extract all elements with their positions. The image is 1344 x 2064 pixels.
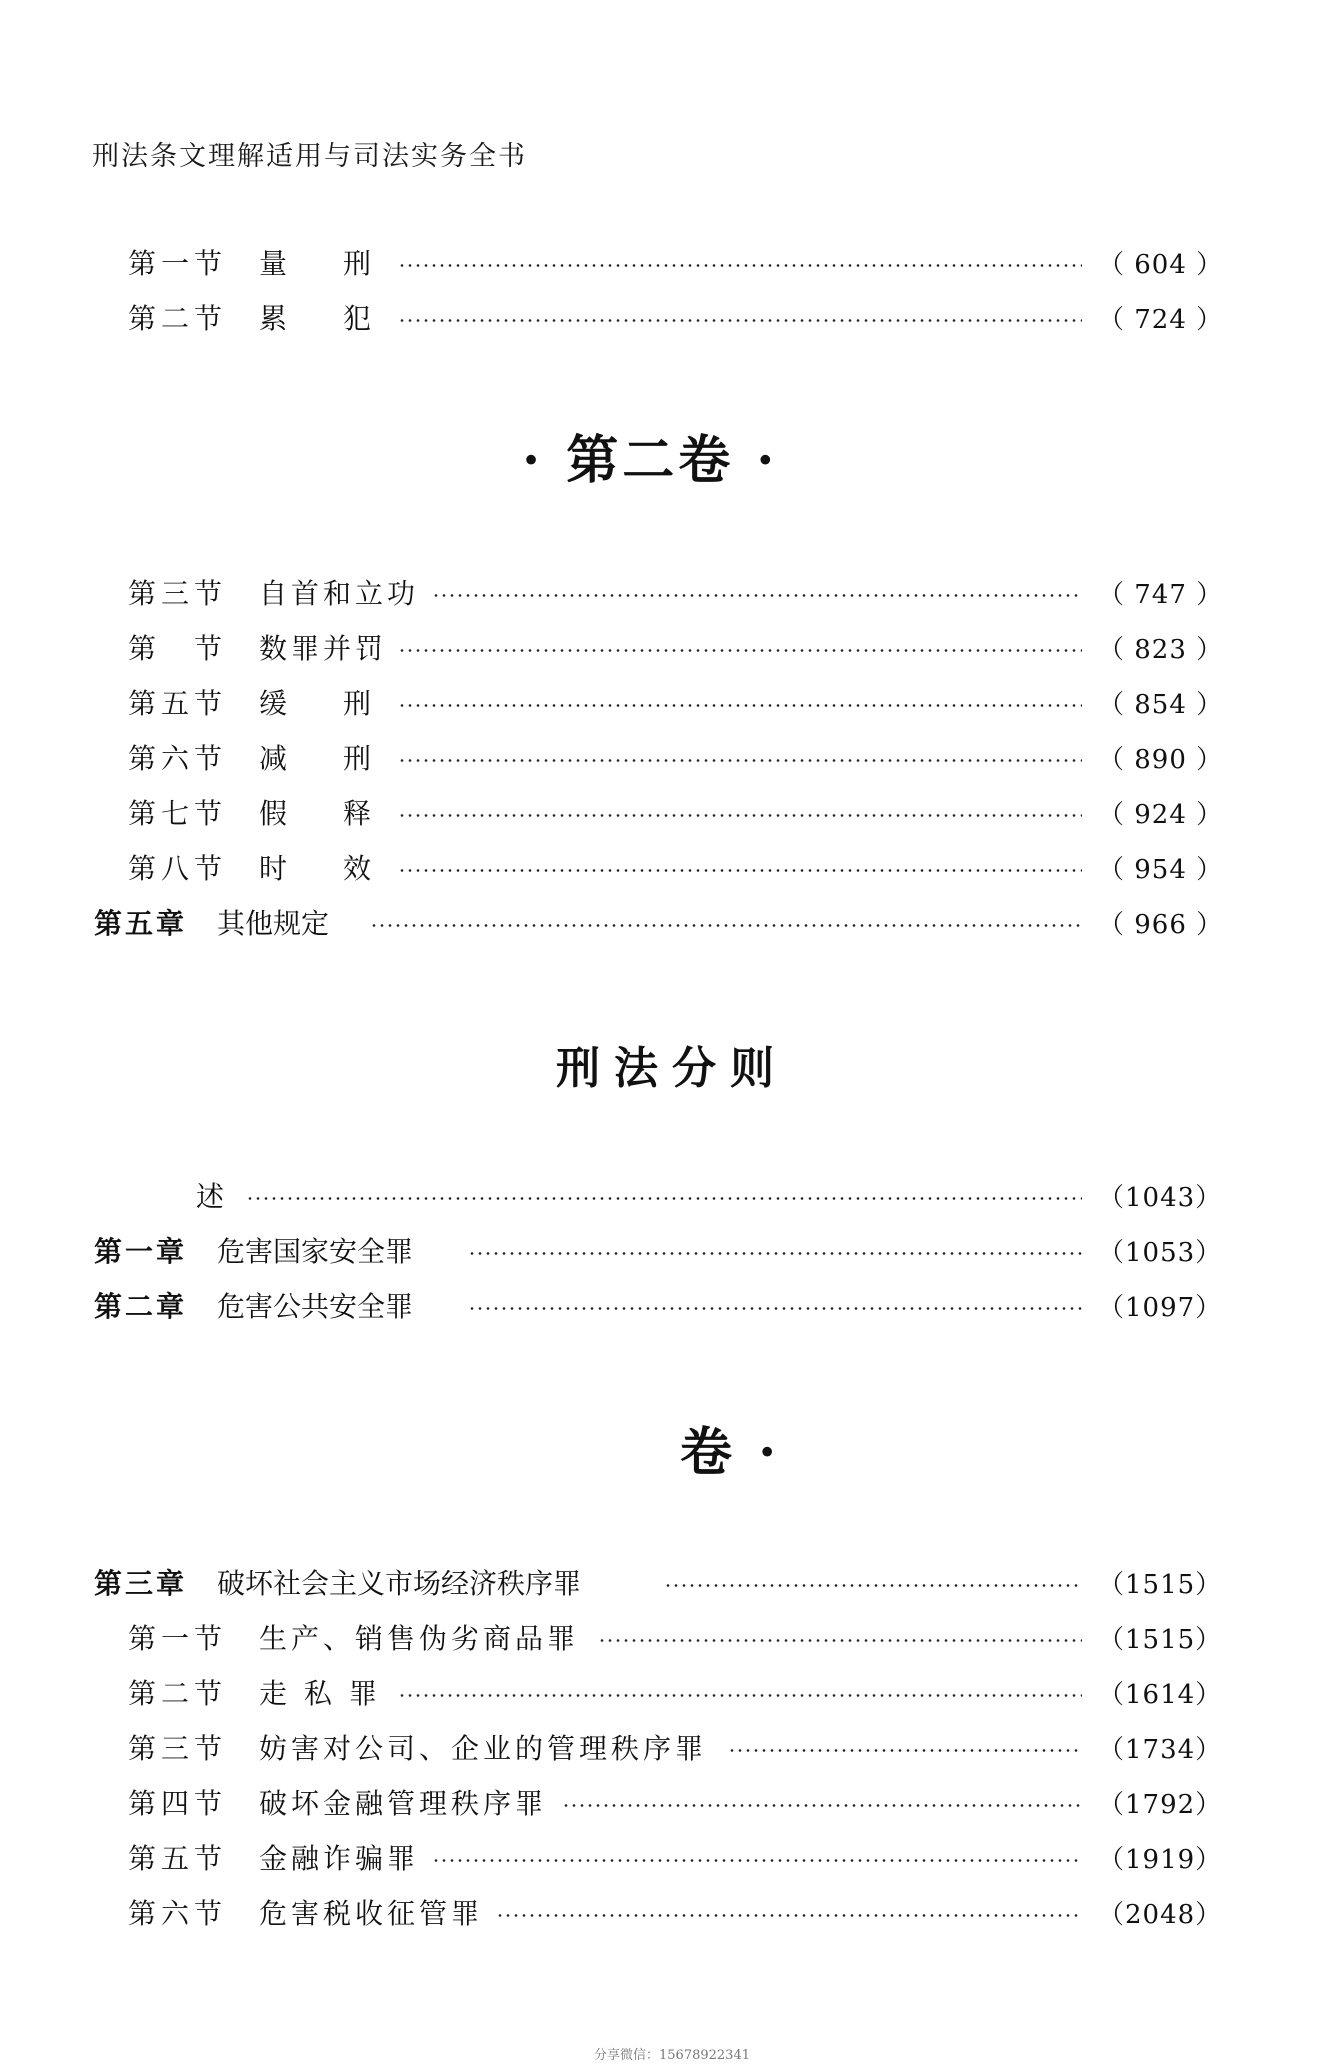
leader-dots bbox=[468, 1307, 1082, 1310]
leader-dots bbox=[398, 759, 1082, 762]
section-number: 第一节 bbox=[128, 1622, 228, 1655]
page-number: （ 604 ） bbox=[1098, 249, 1224, 280]
toc-entry[interactable] bbox=[0, 1835, 1344, 1879]
section-number: 第一节 bbox=[128, 247, 228, 280]
page-number: （ 954 ） bbox=[1098, 854, 1224, 885]
section-title: 假 释 bbox=[259, 797, 372, 830]
leader-dots bbox=[398, 319, 1082, 322]
page-number: （ 924 ） bbox=[1098, 799, 1224, 830]
section-number: 第四节 bbox=[128, 1787, 228, 1820]
leader-dots bbox=[398, 814, 1082, 817]
leader-dots bbox=[562, 1804, 1082, 1807]
leader-dots bbox=[398, 869, 1082, 872]
leader-dots bbox=[246, 1197, 1082, 1200]
section-title: 破坏金融管理秩序罪 bbox=[259, 1787, 548, 1820]
leader-dots bbox=[432, 1859, 1082, 1862]
page-number: （1919） bbox=[1098, 1844, 1223, 1875]
leader-dots bbox=[496, 1914, 1082, 1917]
toc-entry[interactable] bbox=[0, 570, 1344, 614]
toc-entry[interactable] bbox=[0, 1228, 1344, 1272]
page-number: （ 966 ） bbox=[1098, 909, 1224, 940]
section-number: 第 节 bbox=[128, 632, 228, 665]
section-number: 第二节 bbox=[128, 1677, 228, 1710]
leader-dots bbox=[398, 1694, 1082, 1697]
toc-entry[interactable] bbox=[0, 1670, 1344, 1714]
leader-dots bbox=[728, 1749, 1082, 1752]
section-title: 自首和立功 bbox=[259, 577, 420, 610]
page-number: （ 724 ） bbox=[1098, 304, 1224, 335]
chapter-number: 第五章 bbox=[94, 907, 188, 940]
leader-dots bbox=[398, 264, 1082, 267]
section-title: 缓 刑 bbox=[259, 687, 372, 720]
leader-dots bbox=[398, 649, 1082, 652]
section-number: 第六节 bbox=[128, 1897, 228, 1930]
toc-entry[interactable] bbox=[0, 1725, 1344, 1769]
toc-entry[interactable] bbox=[0, 1173, 1344, 1217]
section-title: 金融诈骗罪 bbox=[259, 1842, 420, 1875]
toc-entry[interactable] bbox=[0, 1615, 1344, 1659]
page-number: （1053） bbox=[1098, 1237, 1223, 1268]
section-number: 第八节 bbox=[128, 852, 228, 885]
page-number: （ 823 ） bbox=[1098, 634, 1224, 665]
leader-dots bbox=[370, 924, 1082, 927]
page-number: （ 854 ） bbox=[1098, 689, 1224, 720]
section-title: 走 私 罪 bbox=[259, 1677, 381, 1710]
section-title: 数罪并罚 bbox=[259, 632, 388, 665]
chapter-title: 其他规定 bbox=[217, 907, 330, 940]
page-number: （1792） bbox=[1098, 1789, 1223, 1820]
page-number: （1734） bbox=[1098, 1734, 1223, 1765]
chapter-number: 第三章 bbox=[94, 1567, 188, 1600]
section-number: 第五节 bbox=[128, 687, 228, 720]
page-number: （ 890 ） bbox=[1098, 744, 1224, 775]
page-number: （2048） bbox=[1098, 1899, 1223, 1930]
chapter-title: 述 bbox=[196, 1180, 225, 1213]
page-number: （1043） bbox=[1098, 1182, 1223, 1213]
toc-entry[interactable] bbox=[0, 790, 1344, 834]
toc-entry[interactable] bbox=[0, 625, 1344, 669]
toc-entry[interactable] bbox=[0, 1890, 1344, 1934]
section-number: 第二节 bbox=[128, 302, 228, 335]
toc-entry[interactable] bbox=[0, 1283, 1344, 1327]
leader-dots bbox=[468, 1252, 1082, 1255]
section-title: 累 犯 bbox=[259, 302, 372, 335]
page-number: （1515） bbox=[1098, 1569, 1223, 1600]
section-title: 妨害对公司、企业的管理秩序罪 bbox=[259, 1732, 708, 1765]
page-number: （1614） bbox=[1098, 1679, 1223, 1710]
section-title: 量 刑 bbox=[259, 247, 372, 280]
section-number: 第七节 bbox=[128, 797, 228, 830]
toc-entry[interactable] bbox=[0, 900, 1344, 944]
chapter-title: 破坏社会主义市场经济秩序罪 bbox=[217, 1567, 582, 1600]
chapter-number: 第二章 bbox=[94, 1290, 188, 1323]
section-number: 第六节 bbox=[128, 742, 228, 775]
toc-entry[interactable] bbox=[0, 1780, 1344, 1824]
section-title: 时 效 bbox=[259, 852, 372, 885]
chapter-title: 危害国家安全罪 bbox=[217, 1235, 414, 1268]
section-number: 第五节 bbox=[128, 1842, 228, 1875]
page-number: （ 747 ） bbox=[1098, 579, 1224, 610]
section-title: 危害税收征管罪 bbox=[259, 1897, 484, 1930]
toc-entry[interactable] bbox=[0, 680, 1344, 724]
chapter-number: 第一章 bbox=[94, 1235, 188, 1268]
chapter-title: 危害公共安全罪 bbox=[217, 1290, 414, 1323]
section-number: 第三节 bbox=[128, 577, 228, 610]
toc-entry[interactable] bbox=[0, 845, 1344, 889]
page-number: （1097） bbox=[1098, 1292, 1223, 1323]
leader-dots bbox=[432, 594, 1082, 597]
leader-dots bbox=[598, 1639, 1082, 1642]
section-number: 第三节 bbox=[128, 1732, 228, 1765]
section-title: 减 刑 bbox=[259, 742, 372, 775]
toc-entry[interactable] bbox=[0, 1560, 1344, 1604]
page-number: （1515） bbox=[1098, 1624, 1223, 1655]
toc-entry[interactable] bbox=[0, 735, 1344, 779]
section-title: 生产、销售伪劣商品罪 bbox=[259, 1622, 580, 1655]
footer-note: 分享微信：15678922341 bbox=[594, 2048, 750, 2063]
toc-entry[interactable] bbox=[0, 240, 1344, 284]
running-title: 刑法条文理解适用与司法实务全书 bbox=[92, 141, 527, 172]
volume-heading: · 第二卷 · bbox=[522, 430, 779, 491]
volume-heading: 卷 · bbox=[680, 1422, 781, 1483]
part-heading: 刑法分则 bbox=[556, 1043, 788, 1094]
toc-entry[interactable] bbox=[0, 295, 1344, 339]
leader-dots bbox=[664, 1584, 1082, 1587]
leader-dots bbox=[398, 704, 1082, 707]
